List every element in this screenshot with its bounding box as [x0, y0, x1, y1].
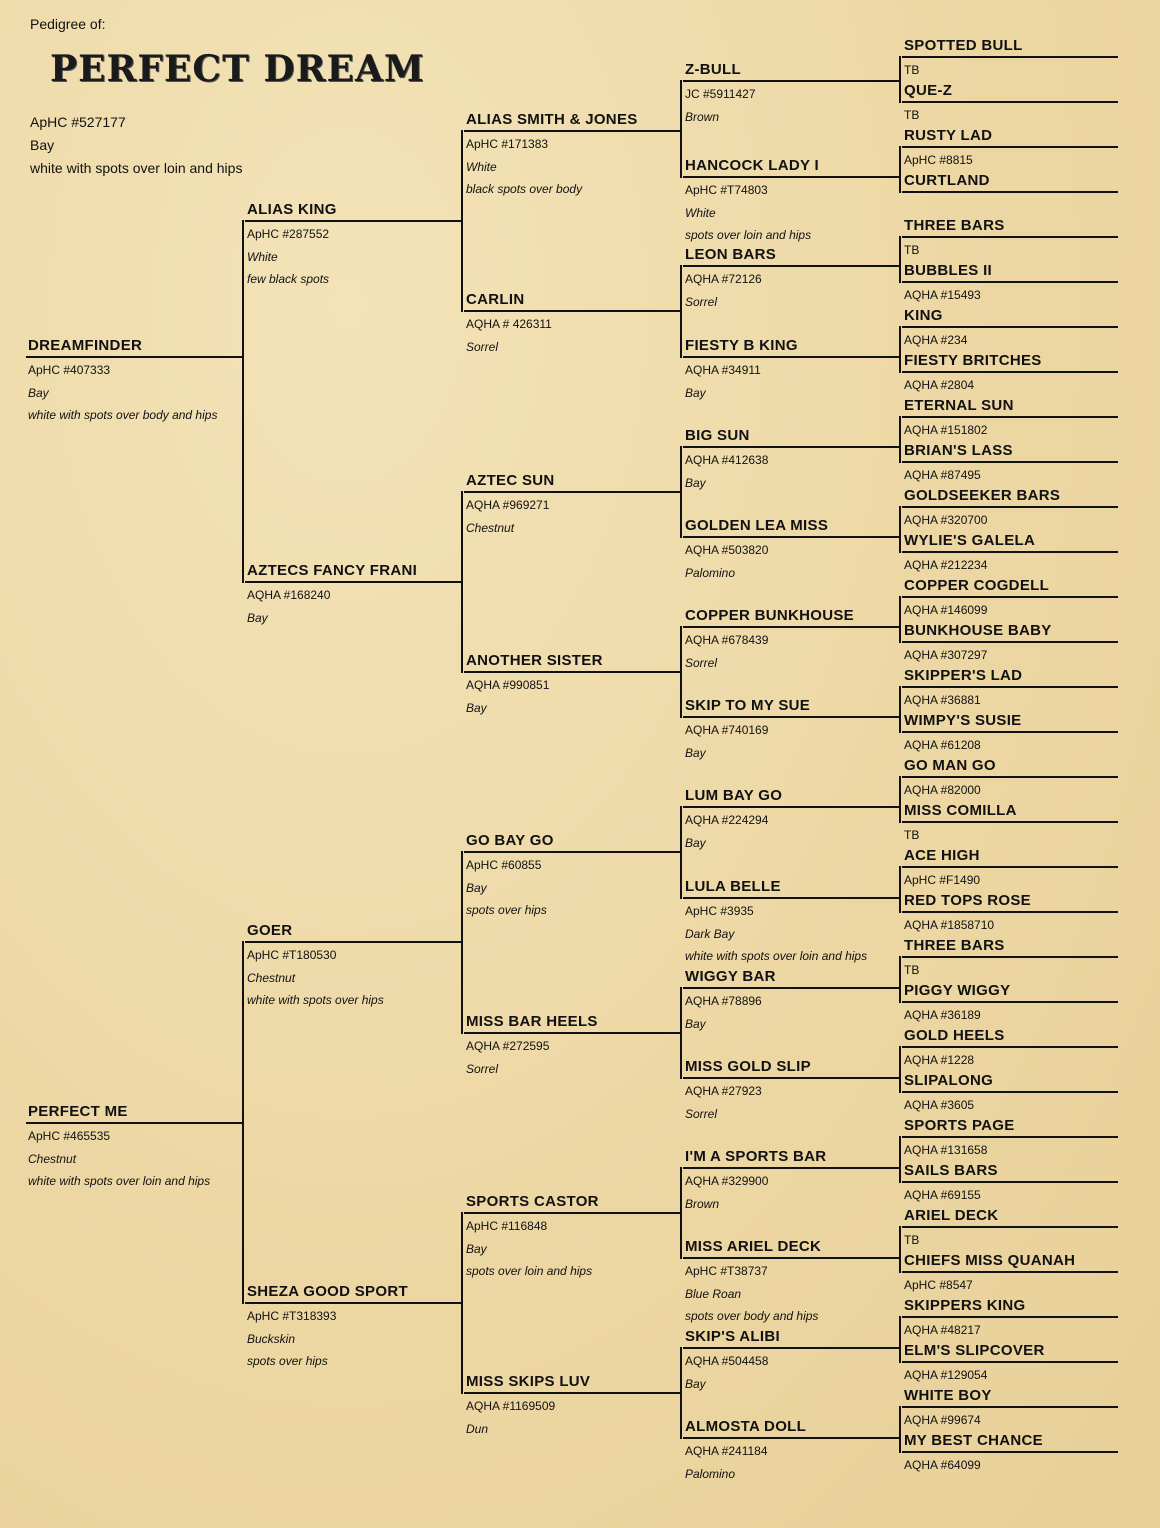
- ancestor-info: AQHA #504458: [685, 1354, 769, 1368]
- ancestor-name: GO BAY GO: [466, 832, 554, 849]
- ancestor-name: BUNKHOUSE BABY: [904, 622, 1052, 639]
- ancestor-name: CURTLAND: [904, 172, 990, 189]
- gen4-line: [683, 356, 899, 358]
- gen5-line: [902, 371, 1118, 373]
- ancestor-info: AQHA #320700: [904, 513, 988, 527]
- ancestor-info: Sorrel: [466, 1061, 499, 1076]
- ancestor-info: Sorrel: [685, 1106, 718, 1121]
- ancestor-name: SLIPALONG: [904, 1072, 994, 1089]
- horse-title: PERFECT DREAM: [50, 48, 425, 90]
- ancestor-info: Bay: [247, 610, 268, 625]
- ancestor-info: White: [466, 159, 497, 174]
- ancestor-info: Dun: [466, 1421, 489, 1436]
- ancestor-info: TB: [904, 963, 920, 977]
- connector-line: [461, 491, 463, 673]
- subject-color: Bay: [30, 137, 55, 153]
- ancestor-name: MISS SKIPS LUV: [466, 1373, 591, 1390]
- ancestor-info: Buckskin: [247, 1331, 296, 1346]
- ancestor-info: AQHA #27923: [685, 1084, 762, 1098]
- ancestor-info: Sorrel: [685, 294, 718, 309]
- gen4-line: [683, 446, 899, 448]
- gen3-line: [464, 491, 680, 493]
- ancestor-info: AQHA #36881: [904, 693, 981, 707]
- connector-line: [899, 1226, 901, 1273]
- gen5-line: [902, 461, 1118, 463]
- connector-line: [899, 326, 901, 373]
- gen5-line: [902, 1271, 1118, 1273]
- ancestor-name: SPOTTED BULL: [904, 37, 1023, 54]
- ancestor-info: Chestnut: [28, 1151, 77, 1166]
- ancestor-name: SPORTS CASTOR: [466, 1193, 599, 1210]
- ancestor-name: AZTECS FANCY FRANI: [247, 562, 418, 579]
- gen5-line: [902, 101, 1118, 103]
- ancestor-name: FIESTY BRITCHES: [904, 352, 1042, 369]
- ancestor-info: Bay: [685, 835, 706, 850]
- gen4-line: [683, 1077, 899, 1079]
- ancestor-name: THREE BARS: [904, 217, 1005, 234]
- gen5-line: [902, 641, 1118, 643]
- ancestor-info: AQHA #15493: [904, 288, 981, 302]
- ancestor-name: BRIAN'S LASS: [904, 442, 1013, 459]
- ancestor-info: AQHA #151802: [904, 423, 988, 437]
- gen3-line: [464, 310, 680, 312]
- ancestor-name: LEON BARS: [685, 246, 777, 263]
- ancestor-info: AQHA #64099: [904, 1458, 981, 1472]
- ancestor-info: AQHA #82000: [904, 783, 981, 797]
- ancestor-info: TB: [904, 108, 920, 122]
- ancestor-info: TB: [904, 1233, 920, 1247]
- connector-line: [899, 56, 901, 103]
- connector-line: [680, 626, 682, 718]
- ancestor-name: MISS ARIEL DECK: [685, 1238, 822, 1255]
- ancestor-info: AQHA #131658: [904, 1143, 988, 1157]
- ancestor-name: ELM'S SLIPCOVER: [904, 1342, 1045, 1359]
- gen5-line: [902, 56, 1118, 58]
- ancestor-name: GO MAN GO: [904, 757, 996, 774]
- ancestor-info: AQHA #78896: [685, 994, 762, 1008]
- ancestor-info: AQHA #503820: [685, 543, 769, 557]
- gen2-line: [245, 220, 461, 222]
- ancestor-info: ApHC #171383: [466, 137, 549, 151]
- ancestor-info: AQHA #329900: [685, 1174, 769, 1188]
- gen5-line: [902, 281, 1118, 283]
- gen5-line: [902, 1181, 1118, 1183]
- gen3-line: [464, 1032, 680, 1034]
- ancestor-name: QUE-Z: [904, 82, 953, 99]
- gen5-line: [902, 1001, 1118, 1003]
- ancestor-name: DREAMFINDER: [28, 337, 143, 354]
- gen4-line: [683, 716, 899, 718]
- ancestor-info: Blue Roan: [685, 1286, 742, 1301]
- ancestor-name: GOLDSEEKER BARS: [904, 487, 1061, 504]
- connector-line: [680, 1347, 682, 1439]
- ancestor-info: ApHC #8547: [904, 1278, 973, 1292]
- subject-markings: white with spots over loin and hips: [30, 160, 243, 176]
- ancestor-info: spots over hips: [247, 1354, 328, 1368]
- ancestor-info: AQHA #234: [904, 333, 968, 347]
- connector-line: [899, 146, 901, 193]
- gen5-line: [902, 731, 1118, 733]
- connector-line: [899, 596, 901, 643]
- ancestor-info: AQHA #168240: [247, 588, 331, 602]
- ancestor-name: CARLIN: [466, 291, 525, 308]
- gen2-line: [245, 1302, 461, 1304]
- ancestor-name: SKIPPERS KING: [904, 1297, 1026, 1314]
- ancestor-info: ApHC #465535: [28, 1129, 111, 1143]
- gen4-line: [683, 626, 899, 628]
- connector-line: [899, 866, 901, 913]
- gen4-line: [683, 806, 899, 808]
- gen5-line: [902, 686, 1118, 688]
- ancestor-name: ALIAS SMITH & JONES: [466, 111, 638, 128]
- gen3-line: [464, 130, 680, 132]
- ancestor-name: PIGGY WIGGY: [904, 982, 1011, 999]
- gen5-line: [902, 1451, 1118, 1453]
- gen4-line: [683, 897, 899, 899]
- ancestor-info: Bay: [685, 385, 706, 400]
- gen5-line: [902, 821, 1118, 823]
- gen3-line: [464, 1212, 680, 1214]
- gen5-line: [902, 236, 1118, 238]
- ancestor-info: AQHA #969271: [466, 498, 550, 512]
- gen1-line: [26, 1122, 242, 1124]
- connector-line: [899, 956, 901, 1003]
- connector-line: [899, 1406, 901, 1453]
- gen5-line: [902, 956, 1118, 958]
- gen3-line: [464, 1392, 680, 1394]
- connector-line: [461, 1212, 463, 1394]
- gen4-line: [683, 265, 899, 267]
- gen2-line: [245, 581, 461, 583]
- ancestor-name: Z-BULL: [685, 61, 741, 78]
- ancestor-name: KING: [904, 307, 943, 324]
- ancestor-info: AQHA #412638: [685, 453, 769, 467]
- ancestor-info: few black spots: [247, 272, 330, 286]
- ancestor-info: AQHA #272595: [466, 1039, 550, 1053]
- connector-line: [899, 506, 901, 553]
- ancestor-name: AZTEC SUN: [466, 472, 555, 489]
- ancestor-name: I'M A SPORTS BAR: [685, 1148, 827, 1165]
- ancestor-name: WIGGY BAR: [685, 968, 776, 985]
- connector-line: [899, 416, 901, 463]
- gen5-line: [902, 146, 1118, 148]
- ancestor-info: spots over loin and hips: [466, 1264, 593, 1278]
- ancestor-name: RED TOPS ROSE: [904, 892, 1031, 909]
- ancestor-info: AQHA #1169509: [466, 1399, 556, 1413]
- gen5-line: [902, 1091, 1118, 1093]
- connector-line: [899, 776, 901, 823]
- ancestor-info: Bay: [466, 1241, 487, 1256]
- ancestor-name: WIMPY'S SUSIE: [904, 712, 1022, 729]
- gen4-line: [683, 176, 899, 178]
- gen3-line: [464, 671, 680, 673]
- gen4-line: [683, 1257, 899, 1259]
- ancestor-name: HANCOCK LADY I: [685, 157, 819, 174]
- ancestor-info: AQHA #48217: [904, 1323, 981, 1337]
- ancestor-info: ApHC #60855: [466, 858, 542, 872]
- ancestor-info: ApHC #407333: [28, 363, 111, 377]
- ancestor-info: AQHA #146099: [904, 603, 988, 617]
- ancestor-name: SHEZA GOOD SPORT: [247, 1283, 408, 1300]
- ancestor-name: ACE HIGH: [904, 847, 980, 864]
- gen5-line: [902, 596, 1118, 598]
- ancestor-info: White: [247, 249, 278, 264]
- connector-line: [680, 265, 682, 358]
- gen5-line: [902, 1136, 1118, 1138]
- ancestor-info: AQHA #129054: [904, 1368, 988, 1382]
- ancestor-info: spots over loin and hips: [685, 228, 812, 242]
- subject-registration: ApHC #527177: [30, 114, 126, 130]
- ancestor-info: Sorrel: [466, 339, 499, 354]
- ancestor-name: ALIAS KING: [247, 201, 337, 218]
- gen5-line: [902, 191, 1118, 193]
- gen4-line: [683, 1437, 899, 1439]
- ancestor-name: BIG SUN: [685, 427, 750, 444]
- ancestor-info: AQHA #678439: [685, 633, 769, 647]
- ancestor-info: spots over hips: [466, 903, 547, 917]
- ancestor-info: Bay: [685, 475, 706, 490]
- gen5-line: [902, 326, 1118, 328]
- gen4-line: [683, 1167, 899, 1169]
- ancestor-name: MY BEST CHANCE: [904, 1432, 1043, 1449]
- gen5-line: [902, 866, 1118, 868]
- connector-line: [899, 236, 901, 283]
- gen5-line: [902, 1316, 1118, 1318]
- ancestor-info: TB: [904, 243, 920, 257]
- ancestor-info: Brown: [685, 1196, 720, 1211]
- gen5-line: [902, 506, 1118, 508]
- ancestor-name: GOLDEN LEA MISS: [685, 517, 829, 534]
- ancestor-name: MISS GOLD SLIP: [685, 1058, 811, 1075]
- connector-line: [461, 851, 463, 1034]
- connector-line: [680, 987, 682, 1079]
- ancestor-info: AQHA #99674: [904, 1413, 981, 1427]
- ancestor-info: white with spots over body and hips: [28, 408, 218, 422]
- connector-line: [899, 1316, 901, 1363]
- ancestor-name: SAILS BARS: [904, 1162, 998, 1179]
- ancestor-name: SKIP TO MY SUE: [685, 697, 811, 714]
- ancestor-info: Palomino: [685, 1466, 736, 1481]
- ancestor-name: CHIEFS MISS QUANAH: [904, 1252, 1076, 1269]
- ancestor-info: AQHA #307297: [904, 648, 988, 662]
- ancestor-info: white with spots over loin and hips: [685, 949, 868, 963]
- gen5-line: [902, 1406, 1118, 1408]
- ancestor-info: ApHC #116848: [466, 1219, 548, 1233]
- connector-line: [680, 1167, 682, 1259]
- ancestor-name: FIESTY B KING: [685, 337, 798, 354]
- ancestor-info: AQHA #212234: [904, 558, 988, 572]
- gen4-line: [683, 987, 899, 989]
- connector-line: [680, 806, 682, 899]
- ancestor-info: Bay: [28, 385, 49, 400]
- ancestor-info: Bay: [466, 700, 487, 715]
- ancestor-info: ApHC #3935: [685, 904, 754, 918]
- ancestor-name: LUM BAY GO: [685, 787, 783, 804]
- ancestor-info: Dark Bay: [685, 926, 735, 941]
- ancestor-info: AQHA # 426311: [466, 317, 552, 331]
- gen5-line: [902, 416, 1118, 418]
- ancestor-info: spots over body and hips: [685, 1309, 819, 1323]
- ancestor-name: PERFECT ME: [28, 1103, 128, 1120]
- ancestor-info: AQHA #61208: [904, 738, 981, 752]
- ancestor-name: BUBBLES II: [904, 262, 993, 279]
- ancestor-info: ApHC #F1490: [904, 873, 981, 887]
- ancestor-info: white with spots over loin and hips: [28, 1174, 211, 1188]
- ancestor-name: ANOTHER SISTER: [466, 652, 603, 669]
- connector-line: [680, 80, 682, 178]
- ancestor-info: Chestnut: [466, 520, 515, 535]
- ancestor-info: ApHC #T180530: [247, 948, 337, 962]
- ancestor-info: AQHA #241184: [685, 1444, 768, 1458]
- ancestor-info: ApHC #287552: [247, 227, 330, 241]
- ancestor-name: ARIEL DECK: [904, 1207, 999, 1224]
- ancestor-info: AQHA #2804: [904, 378, 975, 392]
- ancestor-info: ApHC #T318393: [247, 1309, 337, 1323]
- ancestor-info: AQHA #34911: [685, 363, 761, 377]
- ancestor-name: SKIPPER'S LAD: [904, 667, 1023, 684]
- gen1-line: [26, 356, 242, 358]
- ancestor-name: COPPER COGDELL: [904, 577, 1050, 594]
- ancestor-name: MISS COMILLA: [904, 802, 1017, 819]
- ancestor-name: WHITE BOY: [904, 1387, 992, 1404]
- ancestor-info: ApHC #8815: [904, 153, 973, 167]
- ancestor-info: Palomino: [685, 565, 736, 580]
- ancestor-name: ETERNAL SUN: [904, 397, 1014, 414]
- connector-line: [242, 941, 244, 1304]
- ancestor-info: black spots over body: [466, 182, 583, 196]
- connector-line: [461, 130, 463, 312]
- gen2-line: [245, 941, 461, 943]
- ancestor-info: Brown: [685, 109, 720, 124]
- pedigree-label: Pedigree of:: [30, 16, 106, 32]
- gen5-line: [902, 911, 1118, 913]
- ancestor-info: AQHA #990851: [466, 678, 550, 692]
- gen3-line: [464, 851, 680, 853]
- ancestor-info: AQHA #72126: [685, 272, 762, 286]
- ancestor-info: AQHA #87495: [904, 468, 981, 482]
- gen5-line: [902, 1046, 1118, 1048]
- connector-line: [899, 1136, 901, 1183]
- ancestor-name: SPORTS PAGE: [904, 1117, 1015, 1134]
- ancestor-name: RUSTY LAD: [904, 127, 993, 144]
- ancestor-name: LULA BELLE: [685, 878, 781, 895]
- ancestor-name: SKIP'S ALIBI: [685, 1328, 780, 1345]
- ancestor-name: COPPER BUNKHOUSE: [685, 607, 854, 624]
- gen4-line: [683, 80, 899, 82]
- gen4-line: [683, 1347, 899, 1349]
- ancestor-info: TB: [904, 828, 920, 842]
- ancestor-info: AQHA #1228: [904, 1053, 975, 1067]
- ancestor-info: AQHA #3605: [904, 1098, 975, 1112]
- ancestor-info: Chestnut: [247, 970, 296, 985]
- ancestor-info: AQHA #224294: [685, 813, 769, 827]
- connector-line: [899, 686, 901, 733]
- ancestor-name: ALMOSTA DOLL: [685, 1418, 807, 1435]
- ancestor-info: AQHA #740169: [685, 723, 769, 737]
- ancestor-name: MISS BAR HEELS: [466, 1013, 598, 1030]
- ancestor-name: GOLD HEELS: [904, 1027, 1005, 1044]
- ancestor-info: JC #5911427: [685, 87, 756, 101]
- connector-line: [242, 220, 244, 583]
- ancestor-info: Sorrel: [685, 655, 718, 670]
- ancestor-name: THREE BARS: [904, 937, 1005, 954]
- gen5-line: [902, 1226, 1118, 1228]
- gen4-line: [683, 536, 899, 538]
- ancestor-info: Bay: [685, 1016, 706, 1031]
- ancestor-info: AQHA #1858710: [904, 918, 995, 932]
- ancestor-info: white with spots over hips: [247, 993, 384, 1007]
- ancestor-info: AQHA #69155: [904, 1188, 981, 1202]
- ancestor-info: ApHC #T74803: [685, 183, 768, 197]
- ancestor-info: ApHC #T38737: [685, 1264, 768, 1278]
- ancestor-info: Bay: [685, 1376, 706, 1391]
- gen5-line: [902, 1361, 1118, 1363]
- gen5-line: [902, 776, 1118, 778]
- gen5-line: [902, 551, 1118, 553]
- ancestor-name: GOER: [247, 922, 293, 939]
- ancestor-info: AQHA #36189: [904, 1008, 981, 1022]
- connector-line: [680, 446, 682, 538]
- ancestor-info: Bay: [466, 880, 487, 895]
- connector-line: [899, 1046, 901, 1093]
- ancestor-info: Bay: [685, 745, 706, 760]
- ancestor-info: White: [685, 205, 716, 220]
- ancestor-info: TB: [904, 63, 920, 77]
- ancestor-name: WYLIE'S GALELA: [904, 532, 1036, 549]
